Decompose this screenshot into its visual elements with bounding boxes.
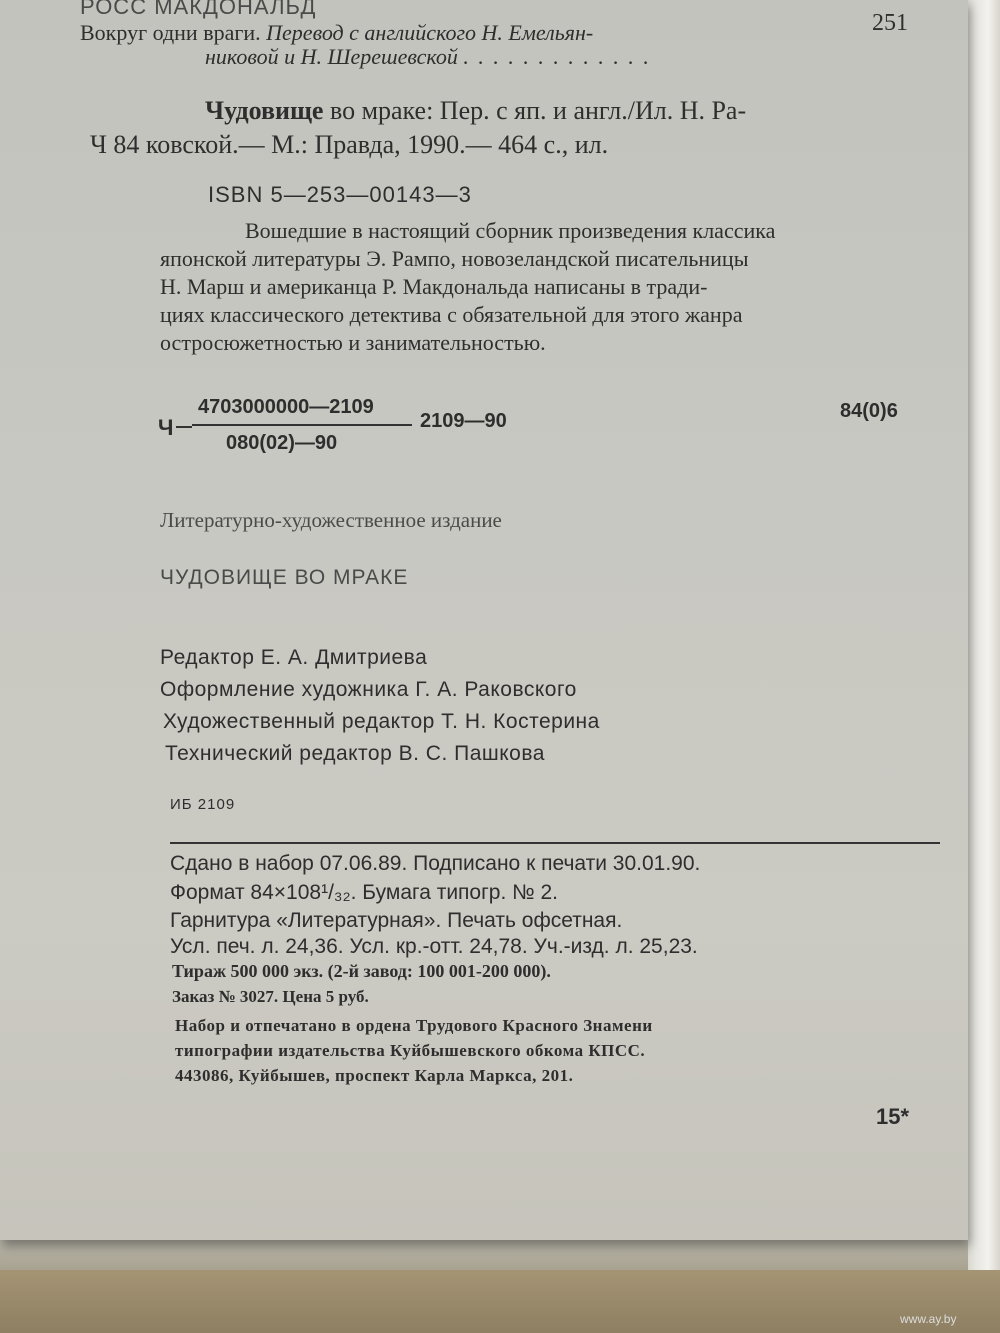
printer-line: 443086, Куйбышев, проспект Карла Маркса, 201. [175, 1066, 574, 1085]
header-work-line2 [205, 44, 651, 70]
formula-suffix: 2109—90 [420, 410, 507, 432]
classification-code: 84(0)6 [840, 400, 898, 422]
annotation-line: Н. Марш и американца Р. Макдональда написаны в тради- [160, 274, 708, 299]
formula-numerator: 4703000000—2109 [198, 396, 374, 418]
annotation-line: циях классического детектива с обязательной для этого жанра [160, 302, 743, 327]
signature-mark: 15* [876, 1104, 910, 1129]
catalog-publisher: ковской.— М.: Правда, 1990.— 464 с., ил. [145, 130, 609, 159]
order-price: Заказ № 3027. Цена 5 руб. [172, 987, 369, 1006]
credit-art-editor: Художественный редактор Т. Н. Костерина [163, 710, 600, 733]
catalog-line1 [205, 96, 746, 126]
catalog-line1-rest: во мраке: Пер. с яп. и англ./Ил. Н. Ра- [329, 96, 747, 125]
printer-line: типографии издательства Куйбышевского обкома КПСС. [175, 1041, 646, 1060]
header-author: РОСС МАКДОНАЛЬД [80, 0, 317, 19]
formula-denominator: 080(02)—90 [226, 432, 338, 454]
annotation-line: остросюжетностью и занимательностью. [160, 330, 546, 355]
credit-editor: Редактор Е. А. Дмитриева [160, 646, 428, 669]
catalog-title: Чудовище [205, 96, 324, 125]
printer-line: Набор и отпечатано в ордена Трудового Красного Знамени [175, 1016, 653, 1035]
ib-number: ИБ 2109 [170, 796, 236, 813]
formula-letter: Ч [158, 415, 174, 440]
work-title: Вокруг одни враги. [80, 20, 261, 45]
annotation-line: Вошедшие в настоящий сборник произведения классика [245, 218, 776, 243]
fraction-bar [192, 424, 412, 426]
imprint-line: Усл. печ. л. 24,36. Усл. кр.-отт. 24,78. Уч.-изд. л. 25,23. [170, 935, 698, 958]
imprint-line: Сдано в набор 07.06.89. Подписано к печати 30.01.90. [170, 852, 701, 875]
catalog-line2 [90, 130, 608, 160]
edition-title: ЧУДОВИЩЕ ВО МРАКЕ [160, 566, 409, 589]
header-work-line1 [80, 20, 593, 46]
annotation-line: японской литературы Э. Рампо, новозеландской писательницы [160, 246, 749, 271]
watermark: www.ay.by [900, 1312, 957, 1326]
leader-dots: . . . . . . . . . . . . . [463, 44, 651, 69]
formula-dash [176, 426, 192, 428]
print-run: Тираж 500 000 экз. (2-й завод: 100 001-200 000). [172, 961, 551, 981]
isbn: ISBN 5—253—00143—3 [208, 182, 472, 207]
imprint-line: Формат 84×108¹/₃₂. Бумага типогр. № 2. [170, 881, 558, 904]
edition-type: Литературно-художественное издание [160, 508, 502, 532]
page-number: 251 [872, 10, 908, 36]
credit-tech-editor: Технический редактор В. С. Пашкова [165, 742, 545, 765]
work-translation: Перевод с английского Н. Емельян- [266, 20, 594, 45]
imprint-rule [170, 842, 940, 844]
work-translators: никовой и Н. Шерешевской [205, 44, 458, 69]
imprint-line: Гарнитура «Литературная». Печать офсетная. [170, 909, 623, 932]
credit-design: Оформление художника Г. А. Раковского [160, 678, 577, 701]
catalog-code: Ч 84 [90, 130, 140, 159]
